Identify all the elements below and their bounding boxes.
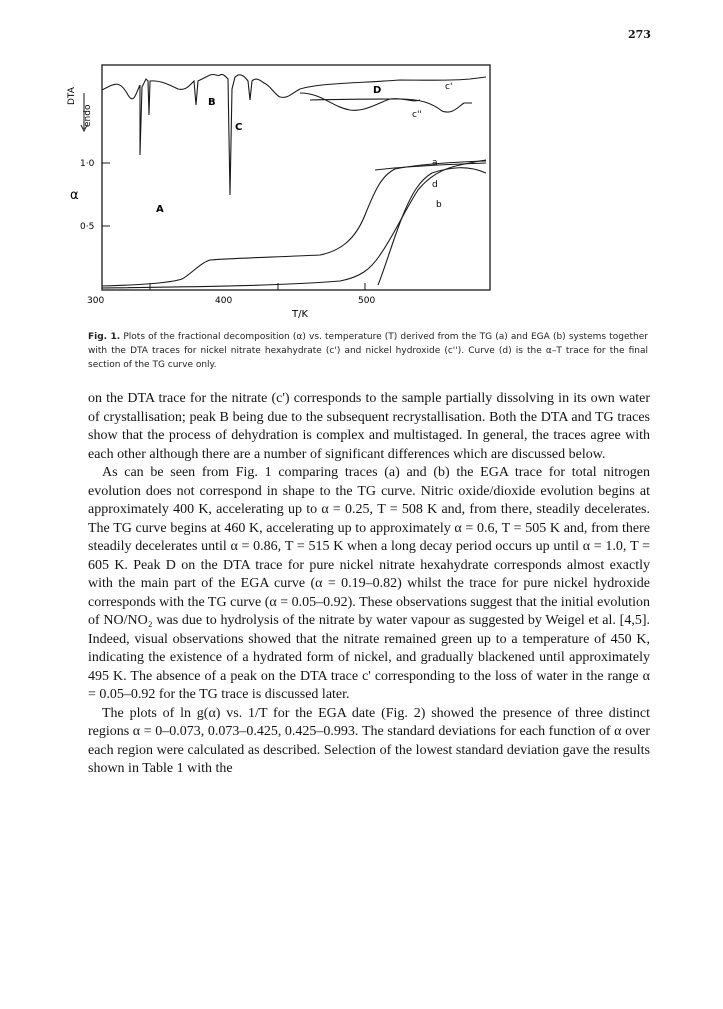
paragraph-3: The plots of ln g(α) vs. 1/T for the EGA date (Fig. 2) showed the presence of three distinct regions α = 0–0.073, 0.073–0.425, 0.425–0.993. The standard deviations for each function of α over each region were calculated as described. Selection of the lowest standard deviation gave the results shown in Table 1 with the xyxy=(88,705,650,776)
dta-trace-c-double-prime xyxy=(310,99,472,112)
label-A: A xyxy=(156,204,164,215)
paragraph-2: As can be seen from Fig. 1 comparing traces (a) and (b) the EGA trace for total nitrogen evolution does not correspond in shape to the TG curve. Nitric oxide/dioxide evolution begins at approximately 400 K, accelerating up to α = 0.25, T = 508 K and, from there, steadily decelerates. The TG curve begins at 460 K, accelerating up to approximately α = 0.6, T = 505 K and, from there steadily decelerates until α = 0.86, T = 515 K when a long decay period occurs up until α = 1.0, T = 605 K. Peak D on the DTA trace for pure nickel nitrate hexahydrate corresponds almost exactly with the main part of the EGA curve (α = 0.19–0.82) whilst the trace for pure nickel hydroxide corresponds with the TG curve (α = 0.05–0.92). These observations suggest that the initial evolution of NO/NO₂ was due to hydrolysis of the nitrate by water vapour as suggested by Weigel et al. [4,5]. Indeed, visual observations showed that the nitrate remained green up to a temperature of 450 K, indicating the existence of a hydrated form of nickel, and gradually blackened until approximately 495 K. The absence of a peak on the DTA trace c' corresponding to the loss of water in the range α = 0.05–0.92 for the TG trace is discussed later. xyxy=(88,465,650,702)
y-tick-05: 0·5 xyxy=(80,222,95,232)
label-a: a xyxy=(432,158,438,168)
label-b: b xyxy=(436,200,442,210)
y-tick-1: 1·0 xyxy=(80,159,95,169)
label-C: C xyxy=(235,122,243,133)
label-c-prime: c' xyxy=(445,82,453,92)
y-label-alpha: α xyxy=(70,188,79,203)
label-c-double-prime: c'' xyxy=(412,110,422,120)
caption-label: Fig. 1. xyxy=(88,332,121,342)
x-tick-500: 500 xyxy=(358,296,376,306)
figure-1 xyxy=(60,55,500,320)
label-D: D xyxy=(373,85,382,96)
label-B: B xyxy=(208,97,216,108)
dta-trace-d xyxy=(300,93,420,110)
paragraph-1: on the DTA trace for the nitrate (c') corresponds to the sample partially dissolving in its own water of crystallisation; peak B being due to the subsequent recrystallisation. Both the DTA and TG traces show that the process of dehydration is complex and multistaged. In general, the traces agree with each other although there are a number of significant differences which are discussed below. xyxy=(88,391,650,462)
caption-text: Plots of the fractional decomposition (α) vs. temperature (T) derived from the TG (a) and EGA (b) systems together with the DTA traces for nickel nitrate hexahydrate (c') and nickel hydroxide (c''). Curve (d) is the α–T trace for the final section of the TG curve only. xyxy=(88,332,648,370)
x-tick-400: 400 xyxy=(215,296,233,306)
y-label-dta: DTA xyxy=(67,87,77,105)
y-label-endo: endo xyxy=(83,104,93,127)
page-number: 273 xyxy=(628,28,651,41)
x-tick-300: 300 xyxy=(87,296,105,306)
dta-trace-c-prime xyxy=(102,74,486,195)
x-axis-label: T/K xyxy=(292,309,309,320)
alpha-trace-b xyxy=(102,160,486,288)
label-d: d xyxy=(432,180,438,190)
body-text xyxy=(88,390,650,779)
figure-caption xyxy=(88,330,648,372)
